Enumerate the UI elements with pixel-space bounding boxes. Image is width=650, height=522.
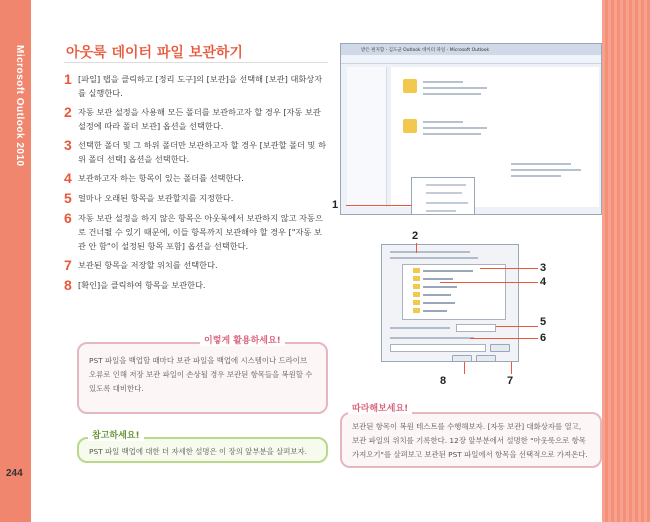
left-sidebar — [0, 0, 31, 522]
outlook-backstage-screenshot — [340, 43, 602, 215]
step-number: 5 — [64, 190, 72, 206]
screenshot-ribbon — [341, 55, 601, 64]
step-number: 4 — [64, 170, 72, 186]
step-text: 보관하고자 하는 항목이 있는 폴더를 선택한다. — [78, 173, 244, 183]
follow-box — [340, 412, 602, 468]
step-item — [64, 138, 326, 166]
callout-marker-2: 2 — [412, 230, 419, 242]
title-divider — [64, 62, 328, 63]
step-item — [64, 105, 326, 133]
folder-icon — [413, 300, 420, 305]
step-number: 6 — [64, 210, 72, 226]
folder-icon — [413, 268, 420, 273]
step-number: 1 — [64, 71, 72, 87]
page-title: 아웃룩 데이터 파일 보관하기 — [66, 45, 243, 61]
date-field — [456, 324, 496, 332]
cleanup-tools-menu — [411, 177, 475, 215]
step-item — [64, 258, 326, 273]
right-decorative-bar — [602, 0, 650, 522]
archive-dialog-screenshot — [381, 244, 519, 362]
folder-icon — [413, 276, 420, 281]
archive-file-field — [390, 344, 486, 352]
callout-marker-7: 7 — [507, 375, 514, 387]
screenshot-window-title: 받은 편지함 - 김도균 Outlook 데이터 파일 - Microsoft Outlook — [341, 44, 601, 55]
step-list — [64, 72, 326, 298]
pointer-line-3 — [480, 268, 538, 269]
vertical-chapter-title: Microsoft Outlook 2010 — [14, 45, 25, 167]
follow-text: 보관된 항목이 복원 테스트를 수행해보자. [자동 보관] 대화상자를 열고, 보관 파일의 위치를 기록한다. 12장 앞부분에서 설명한 "아웃룩으로 항목 가져오기"를 살펴보고 보관된 PST 파일에서 항목을 선택적으로 가져온다. — [352, 422, 588, 459]
step-item — [64, 72, 326, 100]
step-number: 2 — [64, 104, 72, 120]
step-text: [파일] 탭을 클릭하고 [정리 도구]의 [보관]을 선택해 [보관] 대화상자를 실행한다. — [78, 74, 323, 98]
callout-marker-1: 1 — [332, 199, 339, 211]
step-text: 얼마나 오래된 항목을 보관할지를 지정한다. — [78, 193, 234, 203]
folder-icon — [413, 284, 420, 289]
step-item — [64, 191, 326, 206]
step-number: 8 — [64, 277, 72, 293]
step-item — [64, 211, 326, 253]
screenshot-file-menu — [347, 67, 387, 207]
step-text: 보관된 항목을 저장할 위치를 선택한다. — [78, 260, 218, 270]
step-item — [64, 171, 326, 186]
page-number: 244 — [6, 468, 23, 479]
callout-marker-6: 6 — [540, 332, 547, 344]
reference-text: PST 파일 백업에 대한 더 자세한 설명은 이 장의 앞부분을 살펴보자. — [89, 447, 307, 456]
folder-tree — [402, 264, 506, 320]
pointer-line-8 — [464, 362, 465, 374]
callout-marker-4: 4 — [540, 276, 547, 288]
reference-label: 참고하세요! — [88, 428, 144, 441]
callout-marker-5: 5 — [540, 316, 547, 328]
screenshot-card — [403, 117, 491, 147]
pointer-line-4 — [440, 282, 538, 283]
step-item — [64, 278, 326, 293]
follow-label: 따라해보세요! — [348, 401, 412, 414]
tip-box — [77, 342, 328, 414]
pointer-line-2 — [416, 243, 417, 253]
folder-icon — [413, 292, 420, 297]
browse-button — [490, 344, 510, 352]
screenshot-card — [403, 77, 491, 107]
callout-marker-8: 8 — [440, 375, 447, 387]
tip-label: 이렇게 활용하세요! — [200, 333, 285, 346]
step-text: [확인]을 클릭하여 항목을 보관한다. — [78, 280, 206, 290]
step-text: 자동 보관 설정을 사용해 모든 폴더를 보관하고자 할 경우 [자동 보관 설정에 따라 폴더 보관] 옵션을 선택한다. — [78, 107, 321, 131]
folder-icon — [413, 308, 420, 313]
pointer-line-5 — [496, 326, 538, 327]
tip-text: PST 파일을 백업할 때마다 보관 파일을 백업에 시스템이나 드라이브 오류로 인해 저장 보관 파일이 손상될 경우 보관된 항목들을 복원할 수 있도록 대비한다. — [89, 356, 313, 393]
step-number: 3 — [64, 137, 72, 153]
step-text: 선택한 폴더 및 그 하위 폴더만 보관하고자 할 경우 [보관할 폴더 및 하위 폴더 선택] 옵션을 선택한다. — [78, 140, 326, 164]
step-text: 자동 보관 설정을 하지 않은 항목은 아웃룩에서 보관하지 않고 자동으로 건너뛸 수 있기 때문에, 이들 항목까지 보관해야 할 경우 ["자동 보관 안 함"이 설정된 항목 포함] 옵션을 선택한다. — [78, 213, 323, 251]
pointer-line-1 — [346, 205, 412, 206]
step-number: 7 — [64, 257, 72, 273]
callout-marker-3: 3 — [540, 262, 547, 274]
pointer-line-7 — [511, 362, 512, 374]
screenshot-card — [511, 159, 599, 189]
mailbox-cleanup-icon — [403, 119, 417, 133]
ok-button — [452, 355, 472, 362]
auto-reply-icon — [403, 79, 417, 93]
pointer-line-6 — [470, 338, 538, 339]
cancel-button — [476, 355, 496, 362]
